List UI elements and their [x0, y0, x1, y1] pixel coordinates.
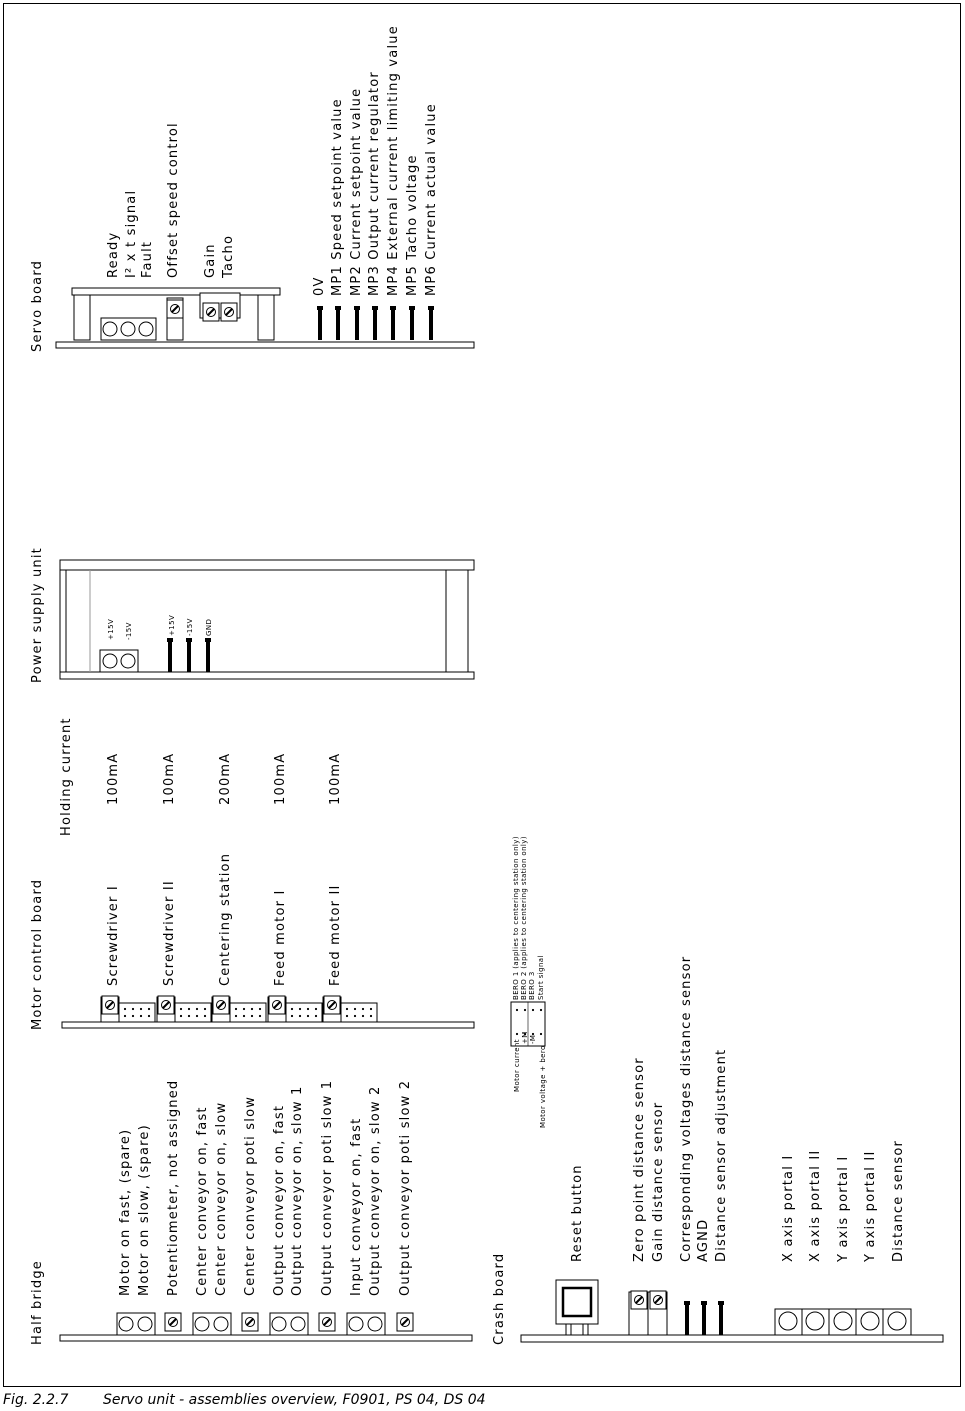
mp4-pin[interactable]	[390, 306, 396, 340]
servo-signal: I² x t signal	[124, 189, 139, 278]
motor-slot	[323, 996, 377, 1022]
distance-adjust-pin[interactable]	[718, 1301, 724, 1335]
measuring-point-label: MP1 Speed setpoint value	[330, 98, 345, 296]
legend-right-label: Start signal	[537, 955, 545, 1000]
half-bridge	[30, 1080, 472, 1345]
legend-right-label: BERO 3	[528, 971, 536, 1000]
psu-pin-minus15v[interactable]	[186, 638, 192, 672]
power-supply-unit	[30, 547, 474, 683]
half-bridge-label: Output conveyor poti slow 1	[320, 1079, 335, 1296]
measuring-point-label: MP6 Current actual value	[424, 103, 439, 296]
mp1-pin[interactable]	[335, 306, 341, 340]
legend-left-label: +M	[521, 1031, 529, 1044]
holding-current-screw-icon[interactable]	[269, 996, 285, 1014]
motor-connector[interactable]	[230, 1003, 266, 1022]
servo-relay-right	[258, 295, 274, 340]
servo-board-title: Servo board	[30, 259, 45, 352]
servo-board	[30, 25, 474, 352]
half-bridge-label: Potentiometer, not assigned	[166, 1079, 181, 1296]
tacho-screw-icon[interactable]	[221, 303, 237, 321]
half-bridge-label: Input conveyor on, fast	[349, 1117, 364, 1296]
motor-name: Centering station	[218, 852, 233, 986]
psu-connector-label: +15V	[107, 618, 115, 640]
holding-current-screw-icon[interactable]	[158, 996, 174, 1014]
measuring-point-label: 0V	[312, 276, 327, 296]
hb-output-poti-2-screw-icon[interactable]	[397, 1313, 413, 1331]
motor-connector[interactable]	[286, 1003, 322, 1022]
motor-slot	[212, 996, 266, 1022]
half-bridge-label: Motor on fast, (spare)	[118, 1128, 133, 1296]
motor-connector-legend	[511, 836, 547, 1128]
motor-control-base	[62, 1022, 474, 1028]
distance-voltage-pin[interactable]	[684, 1301, 690, 1335]
hb-output-poti-1-screw-icon[interactable]	[319, 1313, 335, 1331]
mp2-pin[interactable]	[354, 306, 360, 340]
legend-left-label: Motor current	[513, 1039, 521, 1092]
psu-left-side	[60, 570, 66, 672]
holding-current-screw-icon[interactable]	[213, 996, 229, 1014]
mp5-pin[interactable]	[409, 306, 415, 340]
holding-current-value: 100mA	[106, 752, 121, 805]
servo-board-base	[56, 342, 474, 348]
half-bridge-label: Output conveyor poti slow 2	[398, 1079, 413, 1296]
holding-current-value: 100mA	[162, 752, 177, 805]
crash-voltage-label: Distance sensor adjustment	[714, 1048, 729, 1262]
axis-label: X axis portal II	[808, 1149, 823, 1262]
psu-connector-label: -15V	[125, 622, 133, 640]
reset-button-label: Reset button	[570, 1164, 585, 1262]
servo-signal: Ready	[106, 231, 121, 278]
motor-slot	[157, 996, 211, 1022]
half-bridge-label: Center conveyor on, fast	[195, 1106, 210, 1296]
crash-board-title: Crash board	[492, 1252, 507, 1345]
half-bridge-base	[60, 1335, 472, 1341]
hb-potentiometer-screw-icon[interactable]	[165, 1313, 181, 1331]
agnd-pin[interactable]	[701, 1301, 707, 1335]
motor-name: Screwdriver II	[162, 880, 177, 986]
psu-bottom-bar	[60, 672, 474, 679]
psu-pin-plus15v[interactable]	[167, 638, 173, 672]
offset-speed-screw-icon[interactable]	[167, 300, 183, 318]
half-bridge-label: Motor on slow, (spare)	[137, 1124, 152, 1296]
half-bridge-title: Half bridge	[30, 1260, 45, 1345]
mp6-pin[interactable]	[428, 306, 434, 340]
holding-current-screw-icon[interactable]	[102, 996, 118, 1014]
measuring-point-label: MP4 External current limiting value	[386, 25, 401, 296]
servo-relay-left	[74, 295, 90, 340]
figure-caption	[3, 1392, 486, 1408]
crash-voltage-label: Corresponding voltages distance sensor	[679, 955, 694, 1262]
zero-point-screw-icon[interactable]	[631, 1291, 647, 1309]
reset-button-cap-icon	[563, 1288, 591, 1316]
figure-number: Fig. 2.2.7	[3, 1392, 69, 1408]
legend-right-label: BERO 1 (applies to centering station only)	[512, 836, 520, 1000]
psu-top-bar	[60, 560, 474, 570]
hb-center-poti-screw-icon[interactable]	[242, 1313, 258, 1331]
servo-signal: Fault	[140, 240, 155, 278]
servo-signal: Offset speed control	[166, 122, 181, 278]
psu-right-side	[446, 570, 468, 672]
power-supply-title: Power supply unit	[30, 547, 45, 683]
legend-left-label: Motor voltage + bero	[539, 1045, 547, 1128]
holding-current-value: 100mA	[328, 752, 343, 805]
crash-board	[492, 956, 943, 1345]
measuring-point-label: MP5 Tacho voltage	[405, 154, 420, 296]
psu-pin-gnd[interactable]	[205, 638, 211, 672]
motor-slot	[101, 996, 155, 1022]
motor-control-title: Motor control board	[30, 878, 45, 1030]
motor-name: Screwdriver I	[106, 885, 121, 986]
gain-distance-screw-icon[interactable]	[650, 1291, 666, 1309]
axis-label: Distance sensor	[891, 1139, 906, 1262]
half-bridge-label: Output conveyor on, slow 1	[290, 1085, 305, 1296]
axis-label: Y axis portal II	[863, 1150, 878, 1262]
servo-board-header-bar	[72, 288, 280, 295]
motor-connector[interactable]	[341, 1003, 377, 1022]
axis-label: X axis portal I	[781, 1154, 796, 1262]
half-bridge-label: Center conveyor poti slow	[243, 1095, 258, 1296]
psu-pin-label: GND	[205, 618, 213, 636]
crash-voltage-label: AGND	[696, 1218, 711, 1262]
crash-sensor-label: Zero point distance sensor	[632, 1057, 647, 1262]
legend-right-label: BERO 2 (applies to centering station only)	[520, 836, 528, 1000]
motor-connector[interactable]	[119, 1003, 155, 1022]
psu-pin-label: -15V	[186, 618, 194, 636]
servo-signal: Gain	[203, 243, 218, 278]
motor-name: Feed motor I	[273, 889, 288, 986]
motor-name: Feed motor II	[328, 884, 343, 986]
half-bridge-label: Output conveyor on, slow 2	[368, 1085, 383, 1296]
half-bridge-label: Output conveyor on, fast	[272, 1104, 287, 1296]
crash-board-base	[521, 1335, 943, 1342]
measuring-point-label: MP2 Current setpoint value	[349, 87, 364, 296]
crash-sensor-label: Gain distance sensor	[651, 1101, 666, 1262]
servo-signal: Tacho	[221, 234, 236, 278]
holding-current-value: 200mA	[218, 752, 233, 805]
holding-current-title: Holding current	[59, 717, 74, 836]
axis-label: Y axis portal I	[836, 1155, 851, 1262]
psu-pin-label: +15V	[168, 614, 176, 636]
half-bridge-label: Center conveyor on, slow	[214, 1101, 229, 1296]
measuring-point-label: MP3 Output current regulator	[367, 71, 382, 296]
gain-screw-icon[interactable]	[203, 303, 219, 321]
motor-control-board	[30, 717, 547, 1128]
mp-0v-pin[interactable]	[317, 306, 323, 340]
motor-connector[interactable]	[175, 1003, 211, 1022]
holding-current-value: 100mA	[273, 752, 288, 805]
mp3-pin[interactable]	[372, 306, 378, 340]
legend-left-label: -M	[529, 1034, 537, 1044]
motor-slot	[268, 996, 322, 1022]
figure-title: Servo unit - assemblies overview, F0901, PS 04, DS 04	[103, 1392, 486, 1408]
holding-current-screw-icon[interactable]	[324, 996, 340, 1014]
